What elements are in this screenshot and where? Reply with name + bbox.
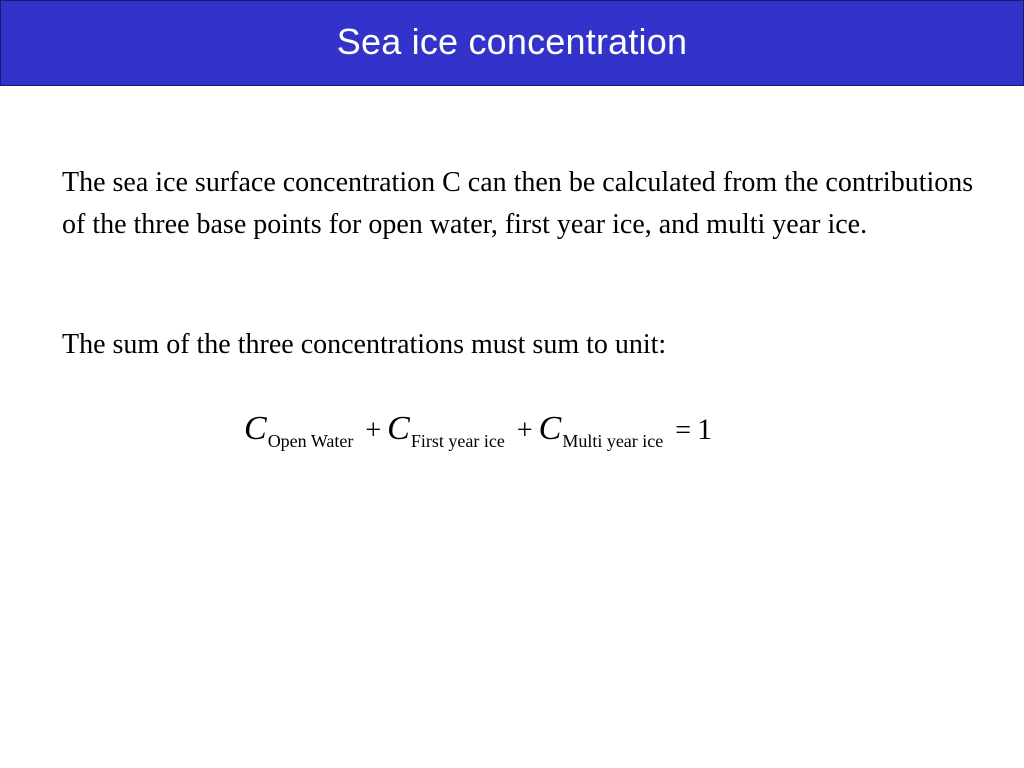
- equation-variable: C: [244, 410, 267, 447]
- equation-variable: C: [538, 410, 562, 447]
- equation-variable: C: [387, 410, 410, 447]
- concentration-equation: [244, 410, 712, 458]
- equation-subscript: Multi year ice: [562, 431, 664, 451]
- equals-operator: =: [675, 415, 692, 446]
- slide-title: Sea ice concentration: [336, 21, 688, 62]
- title-bar: [0, 0, 1024, 86]
- plus-operator: +: [516, 415, 533, 446]
- body-paragraph: The sum of the three concentrations must sum to unit:: [62, 329, 667, 360]
- plus-operator: +: [365, 415, 382, 446]
- equation-subscript: Open Water: [267, 431, 354, 451]
- equation-rhs: 1: [697, 413, 713, 446]
- equation-term-open-water: [244, 410, 354, 451]
- equation-term-multi-year-ice: [538, 410, 664, 451]
- equation-term-first-year-ice: [387, 410, 505, 451]
- equation-subscript: First year ice: [410, 431, 505, 451]
- body-paragraph: The sea ice surface concentration C can then be calculated from the contributions of the three base points for open water, first year ice, and multi year ice.: [62, 167, 974, 240]
